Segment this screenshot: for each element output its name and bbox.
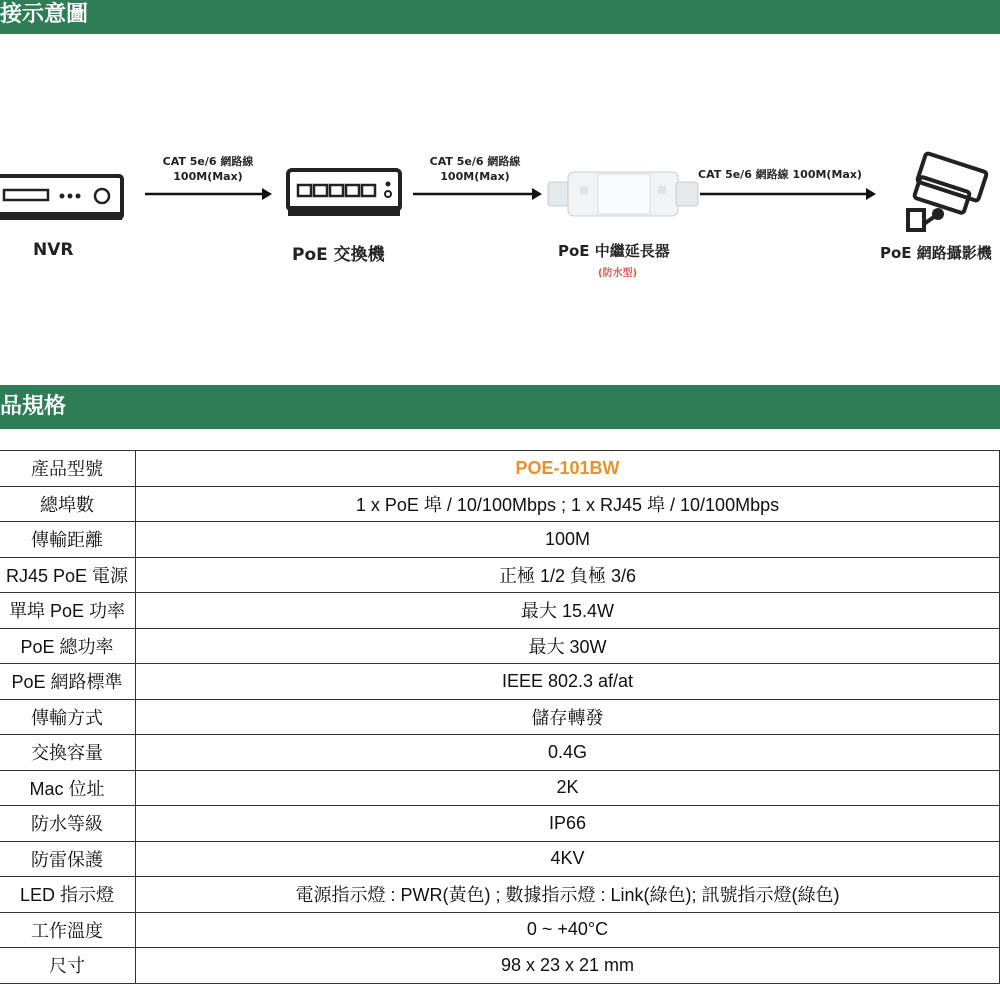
camera-label: PoE 網路攝影機 [880, 244, 992, 262]
spec-value: 1 x PoE 埠 / 10/100Mbps ; 1 x RJ45 埠 / 10/100Mbps [136, 486, 1000, 522]
link-label-3-line1: CAT 5e/6 網路線 100M(Max) [698, 168, 862, 181]
spec-key: 單埠 PoE 功率 [0, 593, 136, 629]
link-label-3 [698, 167, 862, 182]
model-number: POE-101BW [136, 451, 1000, 487]
table-row [0, 948, 1000, 984]
spec-key: RJ45 PoE 電源 [0, 557, 136, 593]
link-label-2 [425, 154, 525, 184]
table-row [0, 593, 1000, 629]
switch-icon [288, 170, 400, 216]
extender-label: PoE 中繼延長器 [558, 242, 670, 260]
spec-key: Mac 位址 [0, 770, 136, 806]
spec-key: 防雷保護 [0, 841, 136, 877]
spec-value: 4KV [136, 841, 1000, 877]
spec-value: 100M [136, 522, 1000, 558]
diagram-graphics [0, 34, 1000, 385]
table-row [0, 912, 1000, 948]
table-row [0, 628, 1000, 664]
table-row [0, 557, 1000, 593]
table-row [0, 522, 1000, 558]
link-label-1-line1: CAT 5e/6 網路線 [162, 155, 254, 168]
table-row [0, 770, 1000, 806]
extender-icon [548, 172, 698, 216]
link-label-1-line2: 100M(Max) [173, 170, 243, 183]
spec-key: 防水等級 [0, 806, 136, 842]
switch-label: PoE 交換機 [292, 245, 385, 265]
link-label-1 [158, 154, 258, 184]
spec-value: 儲存轉發 [136, 699, 1000, 735]
nvr-icon [0, 176, 122, 220]
spec-value: 0 ~ +40°C [136, 912, 1000, 948]
table-row [0, 699, 1000, 735]
spec-key: 產品型號 [0, 451, 136, 487]
link-label-2-line1: CAT 5e/6 網路線 [429, 155, 521, 168]
spec-key: 工作溫度 [0, 912, 136, 948]
spec-key: 傳輸距離 [0, 522, 136, 558]
spec-key: LED 指示燈 [0, 877, 136, 913]
spec-key: 尺寸 [0, 948, 136, 984]
spec-value: 正極 1/2 負極 3/6 [136, 557, 1000, 593]
camera-icon [908, 153, 987, 230]
table-row [0, 841, 1000, 877]
spec-value: 0.4G [136, 735, 1000, 771]
spec-key: 傳輸方式 [0, 699, 136, 735]
spec-value: 98 x 23 x 21 mm [136, 948, 1000, 984]
spec-table [0, 450, 1000, 984]
link-label-2-line2: 100M(Max) [440, 170, 510, 183]
spec-value: 電源指示燈 : PWR(黃色) ; 數據指示燈 : Link(綠色); 訊號指示燈(綠色) [136, 877, 1000, 913]
table-row [0, 877, 1000, 913]
spec-key: 交換容量 [0, 735, 136, 771]
spec-value: 2K [136, 770, 1000, 806]
table-row [0, 664, 1000, 700]
spec-key: PoE 總功率 [0, 628, 136, 664]
connection-diagram [0, 34, 1000, 385]
table-row [0, 451, 1000, 487]
nvr-label: NVR [33, 240, 74, 260]
section-header-diagram [0, 0, 1000, 34]
section-title: 品規格 [0, 394, 67, 419]
table-row [0, 486, 1000, 522]
section-header-specs [0, 385, 1000, 429]
spec-value: IEEE 802.3 af/at [136, 664, 1000, 700]
section-title: 接示意圖 [0, 2, 89, 27]
spec-value: IP66 [136, 806, 1000, 842]
table-row [0, 806, 1000, 842]
extender-note: (防水型) [598, 268, 638, 279]
table-row [0, 735, 1000, 771]
spec-key: PoE 網路標準 [0, 664, 136, 700]
spec-value: 最大 15.4W [136, 593, 1000, 629]
spec-value: 最大 30W [136, 628, 1000, 664]
spec-key: 總埠數 [0, 486, 136, 522]
